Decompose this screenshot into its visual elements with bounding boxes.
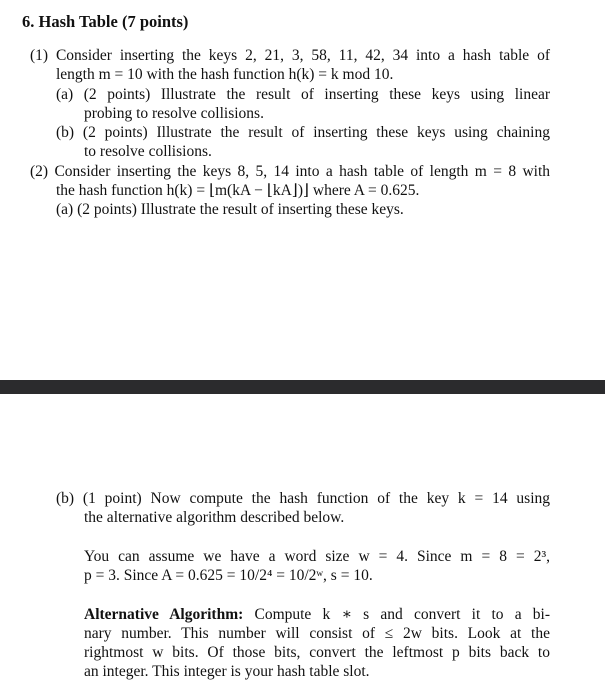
question-heading: 6. Hash Table (7 points) bbox=[22, 12, 189, 31]
q2-line-2: the hash function h(k) = ⌊m(kA − ⌊kA⌋)⌋ where A = 0.625. bbox=[56, 182, 420, 199]
algorithm-label: Alternative Algorithm: bbox=[84, 606, 244, 623]
algorithm-line-3: rightmost w bits. Of those bits, convert the leftmost p bits back to bbox=[84, 644, 550, 661]
algorithm-line-2: nary number. This number will consist of ≤ 2w bits. Look at the bbox=[84, 625, 550, 642]
algorithm-line-4: an integer. This integer is your hash table slot. bbox=[84, 663, 370, 680]
page-divider bbox=[0, 380, 605, 394]
assumption-line-2: p = 3. Since A = 0.625 = 10/2⁴ = 10/2ʷ, s = 10. bbox=[84, 567, 373, 584]
q1b-line-2: to resolve collisions. bbox=[84, 143, 212, 160]
q1a-line-2: probing to resolve collisions. bbox=[84, 105, 264, 122]
q2a-line-1: (a) (2 points) Illustrate the result of inserting these keys. bbox=[56, 201, 404, 218]
algorithm-line-1 bbox=[84, 606, 550, 624]
q1-line-1: (1) Consider inserting the keys 2, 21, 3, 58, 11, 42, 34 into a hash table of bbox=[30, 47, 550, 64]
q1a-line-1: (a) (2 points) Illustrate the result of inserting these keys using linear bbox=[56, 86, 550, 103]
assumption-line-1: You can assume we have a word size w = 4. Since m = 8 = 2³, bbox=[84, 548, 550, 565]
q1-line-2: length m = 10 with the hash function h(k) = k mod 10. bbox=[56, 66, 394, 83]
part-b-line-1: (b) (1 point) Now compute the hash function of the key k = 14 using bbox=[56, 490, 550, 507]
q1b-line-1: (b) (2 points) Illustrate the result of inserting these keys using chaining bbox=[56, 124, 550, 141]
part-b-line-2: the alternative algorithm described below. bbox=[84, 509, 345, 526]
page-bottom bbox=[0, 394, 605, 698]
algorithm-line-1-text: Compute k ∗ s and convert it to a bi- bbox=[243, 606, 550, 623]
q2-line-1: (2) Consider inserting the keys 8, 5, 14 into a hash table of length m = 8 with bbox=[30, 163, 550, 180]
